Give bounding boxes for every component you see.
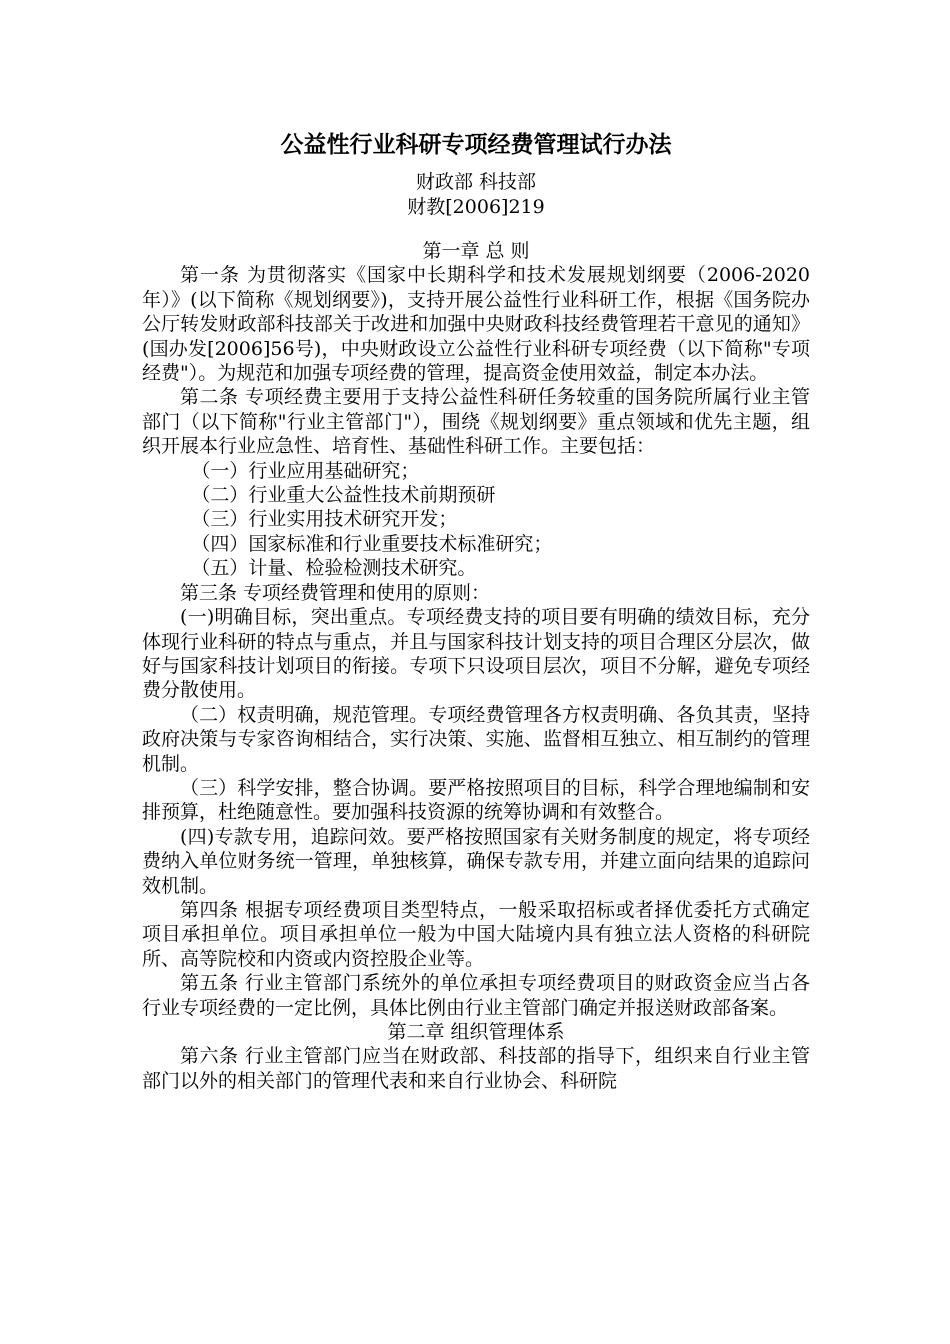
- article-4: 第四条 根据专项经费项目类型特点，一般采取招标或者择优委托方式确定项目承担单位。项目承担单位一般为中国大陆境内具有独立法人资格的科研院所、高等院校和内资或内资控股企业等。: [142, 898, 810, 970]
- article-3-principle-4: (四)专款专用，追踪问效。要严格按照国家有关财务制度的规定，将专项经费纳入单位财务统一管理，单独核算，确保专款专用，并建立面向结果的追踪问效机制。: [142, 825, 810, 897]
- article-2-item-1: （一）行业应用基础研究；: [191, 459, 420, 482]
- article-2-item-5: （五）计量、检验检测技术研究。: [191, 557, 477, 580]
- chapter-1-heading: 第一章 总 则: [422, 240, 530, 262]
- article-5: 第五条 行业主管部门系统外的单位承担专项经费项目的财政资金应当占各行业专项经费的一定比例，具体比例由行业主管部门确定并报送财政部备案。: [142, 972, 810, 1019]
- article-6: 第六条 行业主管部门应当在财政部、科技部的指导下，组织来自行业主管部门以外的相关部门的管理代表和来自行业协会、科研院: [142, 1045, 810, 1092]
- chapter-2-heading: 第二章 组织管理体系: [387, 1021, 565, 1043]
- article-1: 第一条 为贯彻落实《国家中长期科学和技术发展规划纲要（2006-2020年）》(以下简称《规划纲要》)，支持开展公益性行业科研工作，根据《国务院办公厅转发财政部科技部关于改进和加强中央财政科技经费管理若干意见的通知》(国办发[2006]56号)，中央财政设立公益性行业科研专项经费（以下简称"专项经费"）。为规范和加强专项经费的管理，提高资金使用效益，制定本办法。: [142, 264, 810, 385]
- document-title: 公益性行业科研专项经费管理试行办法: [280, 132, 672, 158]
- document-page: [142, 130, 810, 1093]
- document-number: 财教[2006]219: [407, 196, 545, 218]
- article-2-item-4: （四）国家标准和行业重要技术标准研究；: [191, 532, 553, 555]
- article-3-principle-3: （三）科学安排，整合协调。要严格按照项目的目标，科学合理地编制和安排预算，杜绝随意性。要加强科技资源的统筹协调和有效整合。: [142, 776, 810, 824]
- article-3-principle-1: (一)明确目标，突出重点。专项经费支持的项目要有明确的绩效目标，充分体现行业科研的特点与重点，并且与国家科技计划支持的项目合理区分层次，做好与国家科技计划项目的衔接。专项下只设项目层次，项目不分解，避免专项经费分散使用。: [142, 606, 810, 702]
- article-3: 第三条 专项经费管理和使用的原则：: [180, 581, 491, 604]
- article-2: 第二条 专项经费主要用于支持公益性科研任务较重的国务院所属行业主管部门（以下简称"行业主管部门"），围绕《规划纲要》重点领域和优先主题，组织开展本行业应急性、培育性、基础性科研工作。主要包括：: [142, 386, 810, 458]
- article-2-item-3: （三）行业实用技术研究开发；: [191, 508, 458, 531]
- article-2-item-2: （二）行业重大公益性技术前期预研: [191, 484, 496, 507]
- article-3-principle-2: （二）权责明确，规范管理。专项经费管理各方权责明确、各负其责，坚持政府决策与专家咨询相结合，实行决策、实施、监督相互独立、相互制约的管理机制。: [142, 703, 810, 775]
- issuing-agencies: 财政部 科技部: [415, 171, 537, 193]
